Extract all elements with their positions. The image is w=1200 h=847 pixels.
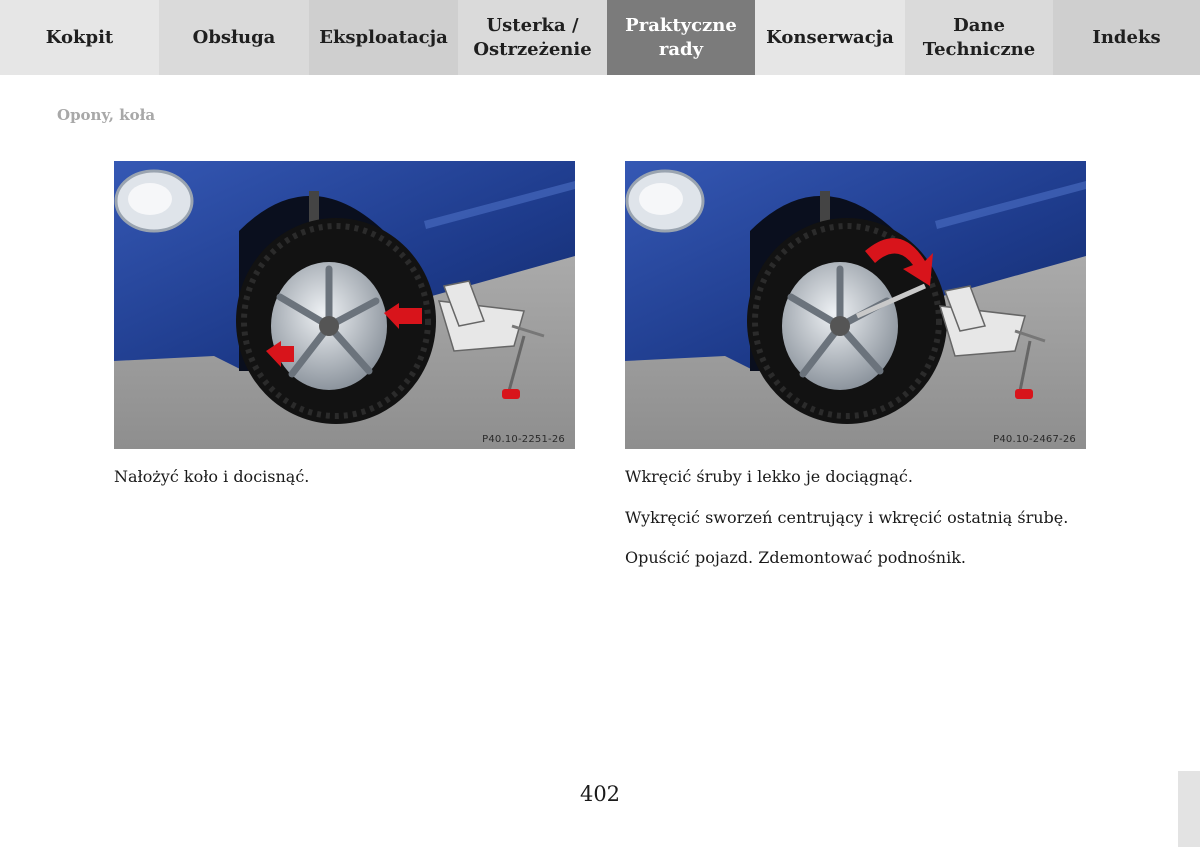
step-text: Wykręcić sworzeń centrujący i wkręcić ostatnią śrubę. — [625, 508, 1069, 527]
figure-tighten-bolts — [625, 161, 1086, 449]
section-title: Opony, koła — [57, 106, 156, 124]
tab-indeks[interactable]: Indeks — [1053, 0, 1200, 75]
tab-usterka-ostrzezenie[interactable]: Usterka / Ostrzeżenie — [458, 0, 607, 75]
step-text: Nałożyć koło i docisnąć. — [114, 467, 310, 486]
step-text: Opuścić pojazd. Zdemontować podnośnik. — [625, 548, 966, 567]
step-text: Wkręcić śruby i lekko je dociągnąć. — [625, 467, 913, 486]
bolt-tighten-illustration — [625, 161, 1086, 449]
wheel-mount-illustration — [114, 161, 575, 449]
figure-code: P40.10-2467-26 — [993, 434, 1076, 445]
tab-eksploatacja[interactable]: Eksploatacja — [309, 0, 458, 75]
page-edge-marker — [1178, 771, 1200, 847]
page-number: 402 — [579, 782, 621, 806]
tab-kokpit[interactable]: Kokpit — [0, 0, 159, 75]
chapter-tabs — [0, 0, 1200, 75]
tab-konserwacja[interactable]: Konserwacja — [755, 0, 905, 75]
figure-mount-wheel — [114, 161, 575, 449]
tab-dane-techniczne[interactable]: Dane Techniczne — [905, 0, 1053, 75]
tab-obsluga[interactable]: Obsługa — [159, 0, 309, 75]
tab-praktyczne-rady[interactable]: Praktyczne rady — [607, 0, 755, 75]
figure-code: P40.10-2251-26 — [482, 434, 565, 445]
